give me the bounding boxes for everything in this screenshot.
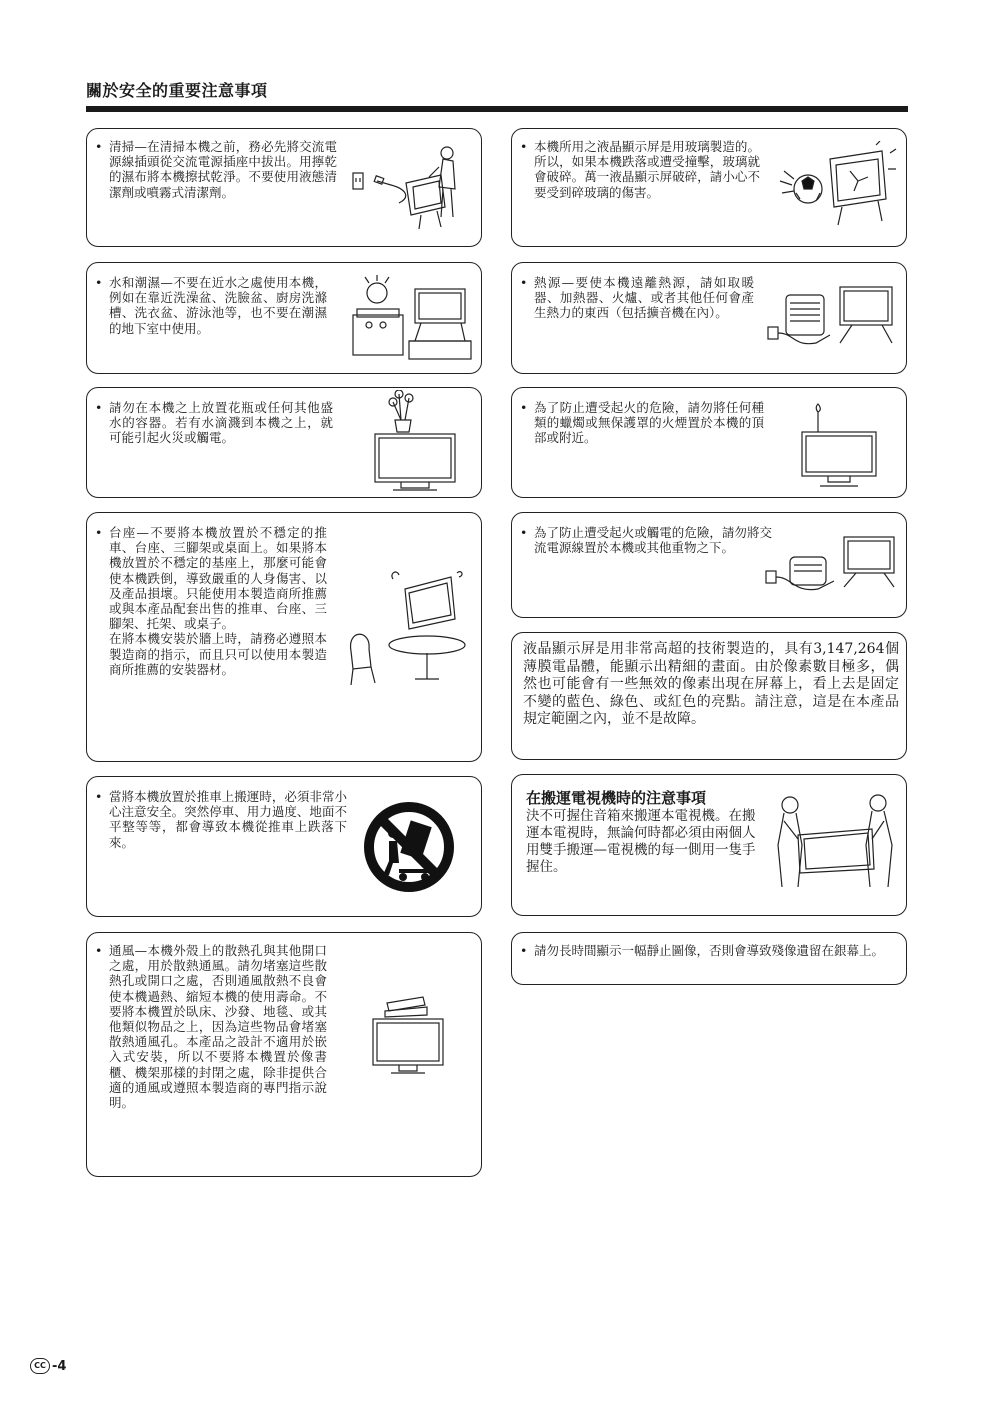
card-glass: • 本機所用之液晶顯示屏是用玻璃製造的。所以，如果本機跌落或遭受撞擊，玻璃就會破碎。萬一液晶顯示屏破碎，請小心不要受到碎玻璃的傷害。 bbox=[511, 128, 907, 247]
card-heat: • 熱源—要使本機遠離熱源，請如取暖器、加熱器、火爐、或者其他任何會產生熱力的東西（包括擴音機在內）。 bbox=[511, 262, 907, 374]
cleaning-illustration bbox=[351, 137, 469, 237]
cord-text: 為了防止遭受起火或觸電的危險，請勿將交流電源線置於本機或其他重物之下。 bbox=[534, 525, 772, 556]
stand-illustration bbox=[347, 567, 471, 687]
cart-text: 當將本機放置於推車上搬運時，必須非常小心注意安全。突然停車、用力過度、地面不平整等等，都會導致本機從推車上跌落下來。 bbox=[109, 789, 347, 850]
stand-text: 台座—不要將本機放置於不穩定的推車、台座、三腳架或桌面上。如果將本機放置於不穩定的基座上，那麼可能會使本機跌倒，導致嚴重的人身傷害、以及產品損壞。只能使用本製造商所推薦或與本產品配套出售的推車、台座、三腳架、托架、或桌子。 bbox=[109, 525, 327, 632]
vase-illustration bbox=[371, 390, 461, 494]
card-still-image: • 請勿長時間顯示一幅靜止圖像，否則會導致殘像遺留在銀幕上。 bbox=[511, 932, 907, 985]
still-image-text: 請勿長時間顯示一幅靜止圖像，否則會導致殘像遺留在銀幕上。 bbox=[534, 943, 885, 958]
page-number: -4 bbox=[52, 1358, 67, 1374]
card-cleaning: • 清掃—在清掃本機之前，務必先將交流電源線插頭從交流電源插座中拔出。用擰乾的濕布將本機擦拭乾淨。不要使用液態清潔劑或噴霧式清潔劑。 bbox=[86, 128, 482, 247]
glass-illustration bbox=[770, 141, 900, 233]
page-footer bbox=[30, 1358, 66, 1374]
cord-illustration bbox=[764, 527, 898, 607]
page-title: 關於安全的重要注意事項 bbox=[86, 81, 268, 100]
card-stand: • 台座—不要將本機放置於不穩定的推車、台座、三腳架或桌面上。如果將本機放置於不穩定的基座上，那麼可能會使本機跌倒，導致嚴重的人身傷害、以及產品損壞。只能使用本製造商所推薦或與本產品配套出售的推車、台座、三腳架、托架、或桌子。 在將本機安裝於牆上時，請務必遵照本製造商的指示，而且只可以使用本製造商所推薦的安裝器材。 bbox=[86, 512, 482, 762]
card-cart: • 當將本機放置於推車上搬運時，必須非常小心注意安全。突然停車、用力過度、地面不平整等等，都會導致本機從推車上跌落下來。 bbox=[86, 776, 482, 917]
candle-text: 為了防止遭受起火的危險，請勿將任何種類的蠟燭或無保護罩的火煙置於本機的頂部或附近。 bbox=[534, 400, 764, 446]
ventilation-text: 通風—本機外殼上的散熱孔與其他開口之處，用於散熱通風。請勿堵塞這些散熱孔或開口之處，否則通風散熱不良會使本機過熱、縮短本機的使用壽命。不要將本機置於臥床、沙發、地毯、或其他類似物品之上，因為這些物品會堵塞散熱通風孔。本產品之設計不適用於嵌入式安裝，所以不要將本機置於像書櫃、機架那樣的封閉之處，除非提供合適的通風或遵照本製造商的專門指示說明。 bbox=[109, 943, 327, 1111]
language-badge: CC bbox=[30, 1358, 50, 1374]
heat-illustration bbox=[764, 277, 898, 363]
water-text: 水和潮濕—不要在近水之處使用本機，例如在靠近洗澡盆、洗臉盆、廚房洗滌槽、洗衣盆、游泳池等，也不要在潮濕的地下室中使用。 bbox=[109, 275, 327, 336]
card-lcd-pixels bbox=[511, 632, 907, 760]
heat-text: 熱源—要使本機遠離熱源，請如取暖器、加熱器、火爐、或者其他任何會產生熱力的東西（包括擴音機在內）。 bbox=[534, 275, 754, 321]
ventilation-illustration bbox=[371, 993, 447, 1079]
carry-text: 決不可握住音箱來搬運本電視機。在搬運本電視時，無論何時都必須由兩個人用雙手搬運—電視機的每一側用一隻手握住。 bbox=[526, 808, 756, 875]
cart-warning-icon bbox=[363, 801, 455, 893]
card-carry bbox=[511, 774, 907, 916]
card-candle: • 為了防止遭受起火的危險，請勿將任何種類的蠟燭或無保護罩的火煙置於本機的頂部或附近。 bbox=[511, 387, 907, 498]
lcd-pixels-text: 液晶顯示屏是用非常高超的技術製造的，具有3,147,264個薄膜電晶體，能顯示出精細的畫面。由於像素數目極多，偶然也可能會有一些無效的像素出現在屏幕上，看上去是固定不變的藍色、綠色、或紅色的亮點。請注意，這是在本產品規定範圍之內，並不是故障。 bbox=[523, 641, 899, 727]
glass-text: 本機所用之液晶顯示屏是用玻璃製造的。所以，如果本機跌落或遭受撞擊，玻璃就會破碎。萬一液晶顯示屏破碎，請小心不要受到碎玻璃的傷害。 bbox=[534, 139, 760, 200]
carry-title: 在搬運電視機時的注意事項 bbox=[526, 789, 707, 807]
water-illustration bbox=[349, 275, 473, 365]
stand-wall-text: 在將本機安裝於牆上時，請務必遵照本製造商的指示，而且只可以使用本製造商所推薦的安裝器材。 bbox=[109, 631, 327, 677]
cleaning-text: 清掃—在清掃本機之前，務必先將交流電源線插頭從交流電源插座中拔出。用擰乾的濕布將本機擦拭乾淨。不要使用液態清潔劑或噴霧式清潔劑。 bbox=[109, 139, 337, 200]
card-vase: • 請勿在本機之上放置花瓶或任何其他盛水的容器。若有水滴濺到本機之上，就可能引起火災或觸電。 bbox=[86, 387, 482, 498]
vase-text: 請勿在本機之上放置花瓶或任何其他盛水的容器。若有水滴濺到本機之上，就可能引起火災或觸電。 bbox=[109, 400, 333, 446]
card-ventilation: • 通風—本機外殼上的散熱孔與其他開口之處，用於散熱通風。請勿堵塞這些散熱孔或開口之處，否則通風散熱不良會使本機過熱、縮短本機的使用壽命。不要將本機置於臥床、沙發、地毯、或其他類似物品之上，因為這些物品會堵塞散熱通風孔。本產品之設計不適用於嵌入式安裝，所以不要將本機置於像書櫃、機架那樣的封閉之處，除非提供合適的通風或遵照本製造商的專門指示說明。 bbox=[86, 932, 482, 1177]
card-water: • 水和潮濕—不要在近水之處使用本機，例如在靠近洗澡盆、洗臉盆、廚房洗滌槽、洗衣盆、游泳池等，也不要在潮濕的地下室中使用。 bbox=[86, 262, 482, 374]
candle-illustration bbox=[796, 398, 882, 492]
title-rule bbox=[86, 106, 908, 112]
card-cord: • 為了防止遭受起火或觸電的危險，請勿將交流電源線置於本機或其他重物之下。 bbox=[511, 512, 907, 618]
carry-illustration bbox=[768, 791, 902, 889]
